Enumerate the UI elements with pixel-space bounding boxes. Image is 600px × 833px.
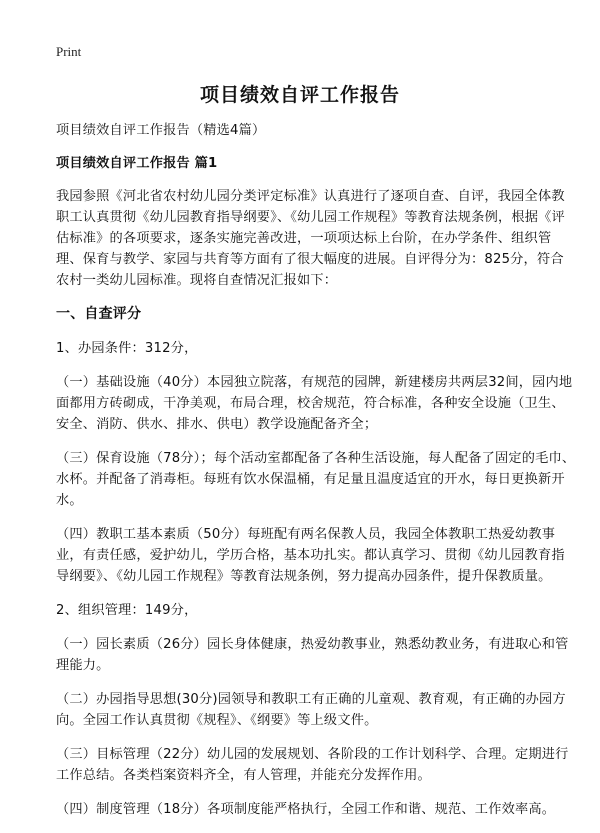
section-heading: 一、自查评分	[56, 306, 142, 322]
document-subtitle: 项目绩效自评工作报告（精选4篇）	[56, 123, 266, 138]
body-paragraph: （三）保育设施（78分）；每个活动室都配备了各种生活设施，每人配备了固定的毛巾、水杯。并配备了消毒柜。每班有饮水保温桶，有足量且温度适宜的开水，每日更换新开水。	[56, 451, 576, 508]
page-title: 项目绩效自评工作报告	[199, 84, 400, 106]
body-paragraph: （四）制度管理（18分）各项制度能严格执行，全园工作和谐、规范、工作效率高。	[56, 802, 556, 817]
item-heading: 1、办园条件：312分，	[56, 341, 198, 356]
body-paragraph: （一）园长素质（26分）园长身体健康，热爱幼教事业，熟悉幼教业务，有进取心和管理能力。	[56, 637, 569, 673]
article-heading: 项目绩效自评工作报告 篇1	[56, 156, 218, 171]
intro-paragraph: 我园参照《河北省农村幼儿园分类评定标准》认真进行了逐项自查、自评，我园全体教职工认真贯彻《幼儿园教育指导纲要》、《幼儿园工作规程》等教育法规条例，根据《评估标准》的各项要求，逐条实施完善改进，一项项达标上台阶，在办学条件、组织管理、保育与教学、家园与共育等方面有了很大幅度的进展。自评得分为：825分，符合农村一类幼儿园标准。现将自查情况汇报如下：	[56, 189, 565, 288]
body-paragraph: （二）办园指导思想(30分)园领导和教职工有正确的儿童观、教育观，有正确的办园方向。全园工作认真贯彻《规程》、《纲要》等上级文件。	[56, 692, 566, 728]
body-paragraph: （一）基础设施（40分）本园独立院落，有规范的园牌，新建楼房共两层32间，园内地面都用方砖砌成，干净美观，布局合理，校舍规范，符合标准，各种安全设施（卫生、安全、消防、供水、排水、供电）教学设施配备齐全；	[56, 375, 573, 432]
document-body	[56, 120, 576, 833]
print-link[interactable]: Print	[56, 44, 82, 59]
body-paragraph: （四）教职工基本素质（50分）每班配有两名保教人员，我园全体教职工热爱幼教事业，有责任感，爱护幼儿，学历合格，基本功扎实。都认真学习、贯彻《幼儿园教育指导纲要》、《幼儿园工作规程》等教育法规条例，努力提高办园条件，提升保教质量。	[56, 527, 565, 584]
body-paragraph: （三）目标管理（22分）幼儿园的发展规划、各阶段的工作计划科学、合理。定期进行工作总结。各类档案资料齐全，有人管理，并能充分发挥作用。	[56, 747, 569, 783]
item-heading: 2、组织管理：149分，	[56, 603, 198, 618]
